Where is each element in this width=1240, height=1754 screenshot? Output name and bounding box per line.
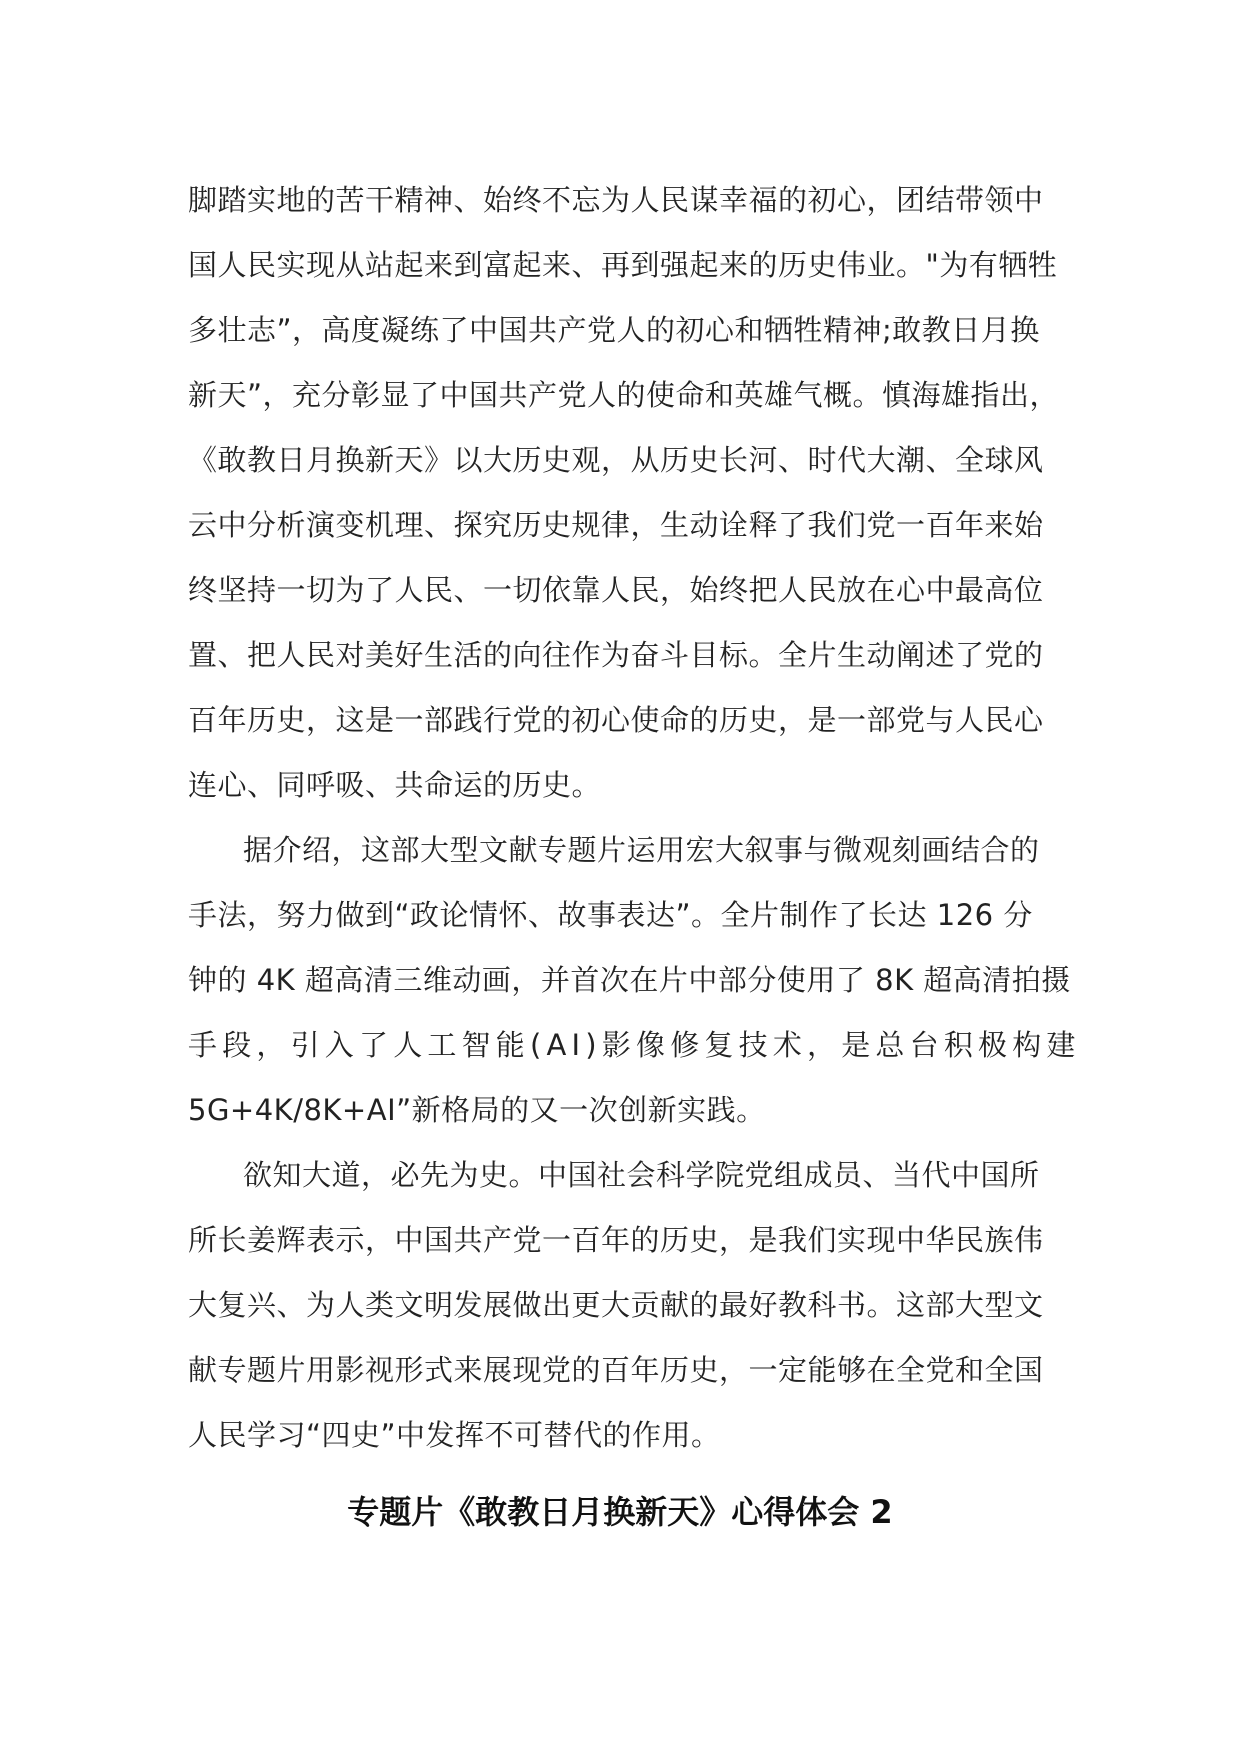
text-line: 5G+4K/8K+AI”新格局的又一次创新实践。	[188, 1093, 766, 1127]
text-line: 多壮志”，高度凝练了中国共产党人的初心和牺牲精神;敢教日月换	[188, 313, 1040, 347]
text-line: 钟的 4K 超高清三维动画，并首次在片中部分使用了 8K 超高清拍摄	[188, 963, 1071, 997]
text-line: 百年历史，这是一部践行党的初心使命的历史，是一部党与人民心	[188, 703, 1044, 737]
text-line: 新天”，充分彰显了中国共产党人的使命和英雄气概。慎海雄指出，	[188, 378, 1060, 412]
text-line: 脚踏实地的苦干精神、始终不忘为人民谋幸福的初心，团结带领中	[188, 183, 1044, 217]
section-title: 专题片《敢教日月换新天》心得体会 2	[347, 1493, 893, 1531]
text-line: 献专题片用影视形式来展现党的百年历史，一定能够在全党和全国	[188, 1353, 1044, 1387]
text-line: 连心、同呼吸、共命运的历史。	[188, 768, 602, 802]
text-line: 国人民实现从站起来到富起来、再到强起来的历史伟业。"为有牺牲	[188, 248, 1058, 282]
paragraph-start-line: 据介绍，这部大型文献专题片运用宏大叙事与微观刻画结合的	[243, 833, 1040, 867]
paragraph-start-line: 欲知大道，必先为史。中国社会科学院党组成员、当代中国所	[243, 1158, 1040, 1192]
text-line: 《敢教日月换新天》以大历史观，从历史长河、时代大潮、全球风	[188, 443, 1044, 477]
text-line: 手段，引入了人工智能(AI)影像修复技术，是总台积极构建	[188, 1028, 1081, 1062]
text-line: 大复兴、为人类文明发展做出更大贡献的最好教科书。这部大型文	[188, 1288, 1044, 1322]
text-line: 人民学习“四史”中发挥不可替代的作用。	[188, 1418, 721, 1452]
text-line: 终坚持一切为了人民、一切依靠人民，始终把人民放在心中最高位	[188, 573, 1044, 607]
text-line: 置、把人民对美好生活的向往作为奋斗目标。全片生动阐述了党的	[188, 638, 1044, 672]
document-body	[188, 168, 1081, 1468]
text-line: 云中分析演变机理、探究历史规律，生动诠释了我们党一百年来始	[188, 508, 1044, 542]
text-line: 所长姜辉表示，中国共产党一百年的历史，是我们实现中华民族伟	[188, 1223, 1044, 1257]
text-line: 手法，努力做到“政论情怀、故事表达”。全片制作了长达 126 分	[188, 898, 1033, 932]
